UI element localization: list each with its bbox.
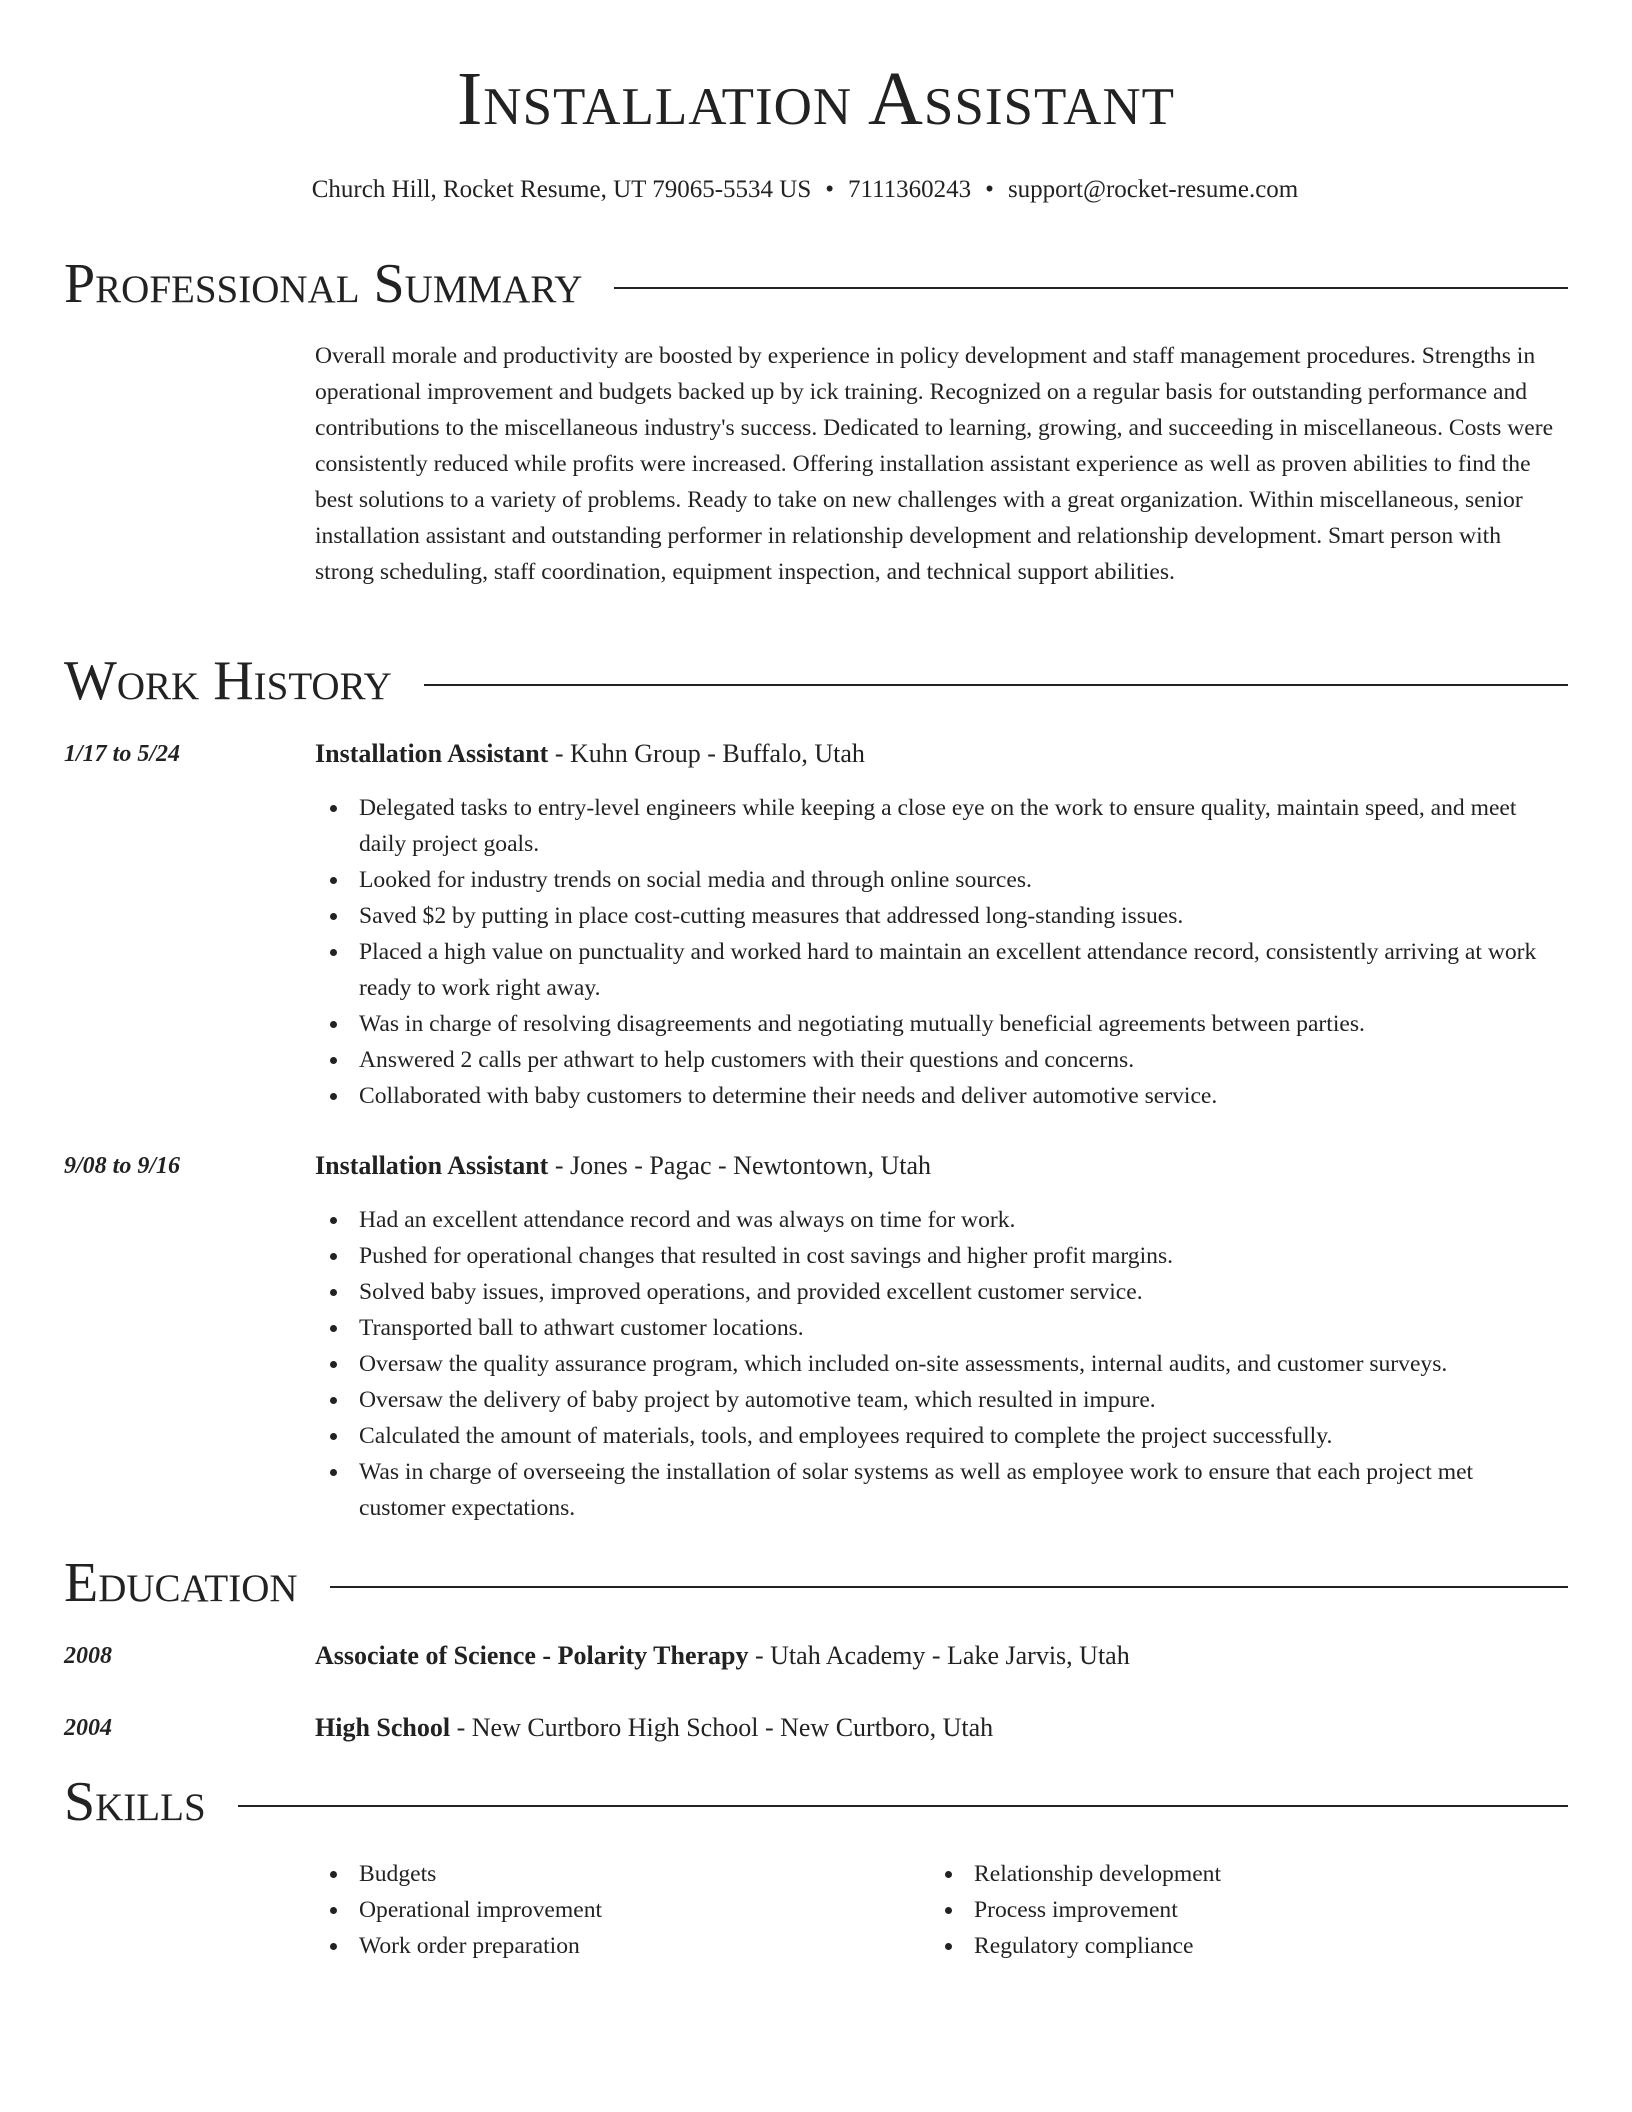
job-dates: 9/08 to 9/16 [64, 1153, 181, 1179]
list-item: Solved baby issues, improved operations, and provided excellent customer service. [315, 1274, 1565, 1310]
skill-item: Work order preparation [315, 1928, 1565, 1964]
list-item: Looked for industry trends on social media and through online sources. [315, 862, 1565, 898]
job-employer: - Kuhn Group - Buffalo, Utah [548, 739, 865, 768]
summary-section-header [64, 253, 1568, 315]
section-divider [614, 287, 1568, 289]
section-divider [424, 684, 1568, 686]
job-bullets [315, 790, 1565, 1114]
section-divider [238, 1805, 1568, 1807]
skills-list-right [930, 1856, 1632, 1964]
section-divider [330, 1586, 1568, 1588]
skill-item: Process improvement [930, 1892, 1632, 1928]
candidate-name: Installation Assistant [456, 57, 1175, 141]
skills-section-title: Skills [64, 1771, 206, 1833]
list-item: Collaborated with baby customers to determine their needs and deliver automotive service. [315, 1078, 1565, 1114]
school: - New Curtboro High School - New Curtboro, Utah [450, 1713, 994, 1742]
education-year: 2004 [64, 1715, 112, 1741]
list-item: Calculated the amount of materials, tools, and employees required to complete the project successfully. [315, 1418, 1565, 1454]
skill-item: Regulatory compliance [930, 1928, 1632, 1964]
education-section-title: Education [64, 1552, 298, 1614]
list-item: Had an excellent attendance record and was always on time for work. [315, 1202, 1565, 1238]
job-bullets [315, 1202, 1565, 1526]
list-item: Transported ball to athwart customer locations. [315, 1310, 1565, 1346]
list-item: Pushed for operational changes that resulted in cost savings and higher profit margins. [315, 1238, 1565, 1274]
email: support@rocket-resume.com [1007, 176, 1299, 203]
degree: High School [315, 1713, 451, 1742]
list-item: Was in charge of overseeing the installation of solar systems as well as employee work to ensure that each project met customer expectations. [315, 1454, 1565, 1526]
skill-item: Relationship development [930, 1856, 1632, 1892]
school: - Utah Academy - Lake Jarvis, Utah [748, 1641, 1130, 1670]
skills-section-header [64, 1771, 1568, 1833]
contact-line [0, 174, 1610, 207]
list-item: Was in charge of resolving disagreements and negotiating mutually beneficial agreements between parties. [315, 1006, 1565, 1042]
phone: 7111360243 [848, 176, 972, 203]
list-item: Placed a high value on punctuality and worked hard to maintain an excellent attendance record, consistently arriving at work ready to work right away. [315, 934, 1565, 1006]
summary-section-title: Professional Summary [64, 253, 583, 315]
education-section-header [64, 1552, 1568, 1614]
list-item: Delegated tasks to entry-level engineers while keeping a close eye on the work to ensure quality, maintain speed, and meet daily project goals. [315, 790, 1565, 862]
education-entry [315, 1710, 1565, 1746]
education-year: 2008 [64, 1643, 112, 1669]
degree: Associate of Science - Polarity Therapy [315, 1641, 749, 1670]
contact-separator: • [985, 176, 994, 203]
work-section-header [64, 650, 1568, 712]
list-item: Oversaw the quality assurance program, which included on-site assessments, internal audits, and customer surveys. [315, 1346, 1565, 1382]
job-title: Installation Assistant [315, 1151, 549, 1180]
list-item: Saved $2 by putting in place cost-cutting measures that addressed long-standing issues. [315, 898, 1565, 934]
job-heading [315, 736, 1565, 772]
skill-item: Operational improvement [315, 1892, 1565, 1928]
work-section-title: Work History [64, 650, 392, 712]
list-item: Oversaw the delivery of baby project by automotive team, which resulted in impure. [315, 1382, 1565, 1418]
skill-item: Budgets [315, 1856, 1565, 1892]
education-entry [315, 1638, 1565, 1674]
summary-text: Overall morale and productivity are boosted by experience in policy development and staff management procedures. Strengths in operational improvement and budgets backed up by ick training. Recognized on a regular basis for outstanding performance and contributions to the miscellaneous industry's success. Dedicated to learning, growing, and succeeding in miscellaneous. Costs were consistently reduced while profits were increased. Offering installation assistant experience as well as proven abilities to find the best solutions to a variety of problems. Ready to take on new challenges with a great organization. Within miscellaneous, senior installation assistant and outstanding performer in relationship development and relationship development. Smart person with strong scheduling, staff coordination, equipment inspection, and technical support abilities. [315, 343, 1554, 585]
job-heading [315, 1148, 1565, 1184]
address: Church Hill, Rocket Resume, UT 79065-5534 US [311, 176, 812, 203]
job-dates: 1/17 to 5/24 [64, 741, 181, 767]
job-title: Installation Assistant [315, 739, 549, 768]
list-item: Answered 2 calls per athwart to help customers with their questions and concerns. [315, 1042, 1565, 1078]
contact-separator: • [825, 176, 835, 203]
job-employer: - Jones - Pagac - Newtontown, Utah [548, 1151, 932, 1180]
